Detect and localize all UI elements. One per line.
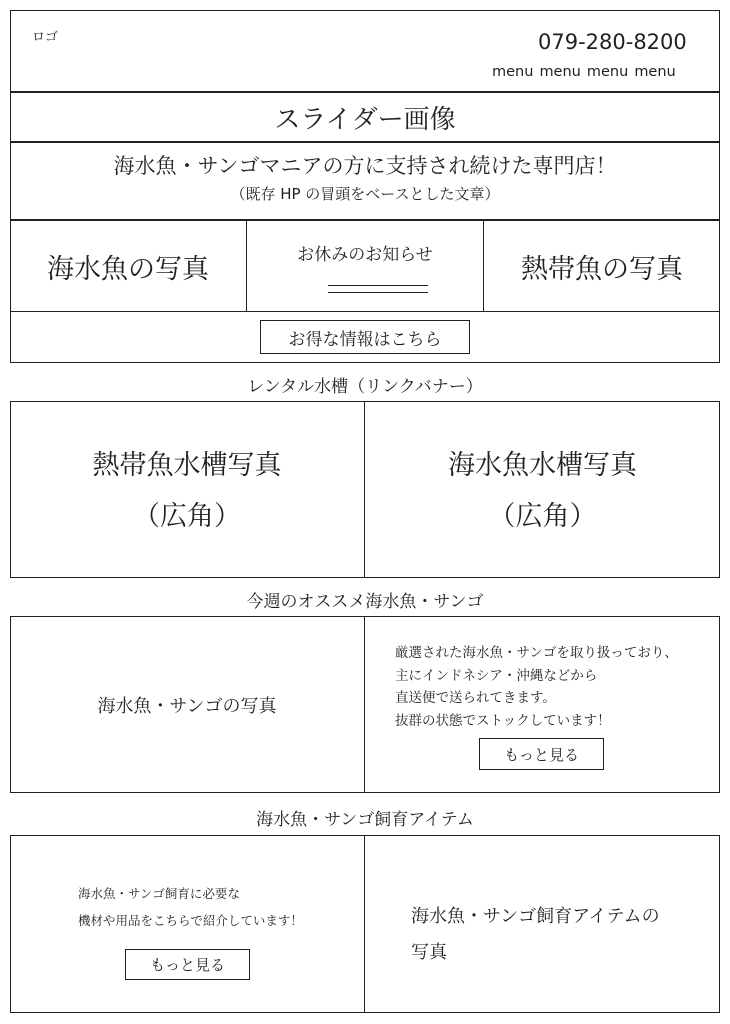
weekly-photo[interactable] xyxy=(10,616,364,793)
nav-menu-link[interactable]: menu xyxy=(492,64,534,80)
nav-menu-link[interactable]: menu xyxy=(634,64,676,80)
weekly-divider xyxy=(364,616,365,793)
weekly-more-button[interactable]: もっと見る xyxy=(479,738,604,770)
weekly-description-line: 直送便で送られてきます。 xyxy=(395,690,556,706)
items-photo-label-line: 写真 xyxy=(411,942,447,963)
items-photo-label-line: 海水魚・サンゴ飼育アイテムの xyxy=(411,906,660,927)
logo-placeholder[interactable]: ロゴ xyxy=(32,30,59,45)
intro-subtext: （既存 HP の冒頭をベースとした文章） xyxy=(230,185,500,203)
tropical-tank-title: 熱帯魚水槽写真 xyxy=(92,450,282,481)
nav-menu-link[interactable]: menu xyxy=(586,64,629,80)
weekly-description-line: 抜群の状態でストックしています！ xyxy=(395,712,611,729)
slider-area[interactable] xyxy=(10,92,720,142)
intro-headline: 海水魚・サンゴマニアの方に支持され続けた専門店！ xyxy=(113,154,617,178)
marine-tank-subtitle: （広角） xyxy=(488,501,597,532)
holiday-notice-title[interactable]: お休みのお知らせ xyxy=(297,245,433,265)
marine-tank-banner[interactable] xyxy=(365,401,720,578)
tropical-tank-subtitle: （広角） xyxy=(133,501,241,532)
notice-line xyxy=(328,292,428,293)
weekly-description xyxy=(395,642,678,732)
items-photo[interactable] xyxy=(365,835,720,1013)
weekly-heading: 今週のオススメ海水魚・サンゴ xyxy=(246,592,484,612)
slider-image-label: スライダー画像 xyxy=(274,104,456,135)
items-description-line: 海水魚・サンゴ飼育に必要な xyxy=(78,886,240,901)
marine-tank-title: 海水魚水槽写真 xyxy=(448,450,637,481)
marine-fish-photo-label: 海水魚の写真 xyxy=(47,253,209,285)
rental-heading: レンタル水槽（リンクバナー） xyxy=(247,377,483,397)
weekly-photo-label: 海水魚・サンゴの写真 xyxy=(97,695,277,717)
tropical-fish-photo[interactable] xyxy=(484,220,720,312)
items-more-button[interactable]: もっと見る xyxy=(125,949,250,980)
feature-divider xyxy=(246,220,247,312)
marine-fish-photo[interactable] xyxy=(10,220,246,312)
notice-line xyxy=(328,285,428,286)
tropical-tank-banner[interactable] xyxy=(10,401,364,578)
nav-menu-link[interactable]: menu xyxy=(539,64,581,80)
items-heading: 海水魚・サンゴ飼育アイテム xyxy=(256,810,474,830)
items-description-line: 機材や用品をこちらで紹介しています！ xyxy=(78,913,303,928)
deals-button[interactable]: お得な情報はこちら xyxy=(260,320,470,354)
main-nav xyxy=(492,64,707,80)
phone-number[interactable]: 079-280-8200 xyxy=(538,30,687,54)
weekly-description-line: 主にインドネシア・沖縄などから xyxy=(395,667,598,684)
items-description xyxy=(78,880,303,934)
weekly-description-line: 厳選された海水魚・サンゴを取り扱っており、 xyxy=(395,645,678,661)
tropical-fish-photo-label: 熱帯魚の写真 xyxy=(521,253,683,285)
